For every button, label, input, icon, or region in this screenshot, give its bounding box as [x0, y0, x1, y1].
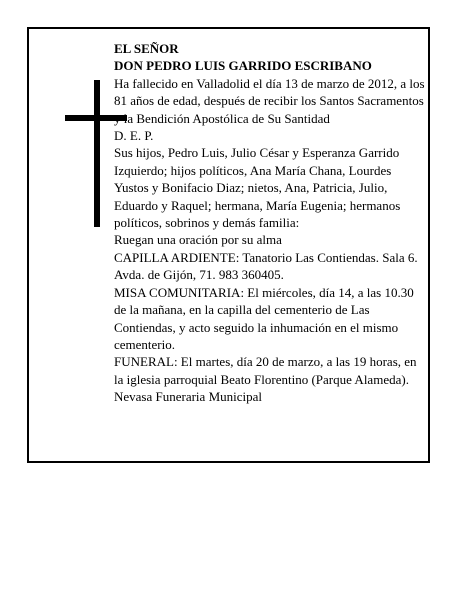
heading-title: EL SEÑOR — [114, 41, 179, 56]
prayer-request: Ruegan una oración por su alma — [114, 232, 282, 248]
chapel-info: CAPILLA ARDIENTE: Tanatorio Las Contiendas. Sala 6. Avda. de Gijón, 71. 983 360405. — [114, 249, 418, 283]
deceased-name: DON PEDRO LUIS GARRIDO ESCRIBANO — [114, 58, 372, 74]
cross-vertical-bar — [94, 80, 100, 227]
mass-info: MISA COMUNITARIA: El miércoles, día 14, a las 10.30 de la mañana, en la capilla del cementerio de Las Contiendas, y acto seguido la inhumación en el mismo cementerio. — [114, 284, 414, 352]
death-announcement: Ha fallecido en Valladolid el día 13 de marzo de 2012, a los 81 años de edad, después de recibir los Santos Sacramentos y la Bendición Apostólica de Su Santidad — [114, 75, 425, 126]
rip-line: D. E. P. — [114, 128, 154, 144]
funeral-home: Nevasa Funeraria Municipal — [114, 389, 263, 405]
obituary-notice-frame — [27, 27, 430, 463]
family-list: Sus hijos, Pedro Luis, Julio César y Esperanza Garrido Izquierdo; hijos políticos, Ana María Chana, Lourdes Yustos y Bonifacio Diaz; nietos, Ana, Patricia, Julio, Eduardo y Raquel; hermana, María Eugenia; hermanos políticos, sobrinos y demás familia: — [114, 145, 401, 231]
obituary-text-block — [114, 40, 426, 406]
funeral-info: FUNERAL: El martes, día 20 de marzo, a las 19 horas, en la iglesia parroquial Beato Florentino (Parque Alameda). — [114, 354, 417, 387]
